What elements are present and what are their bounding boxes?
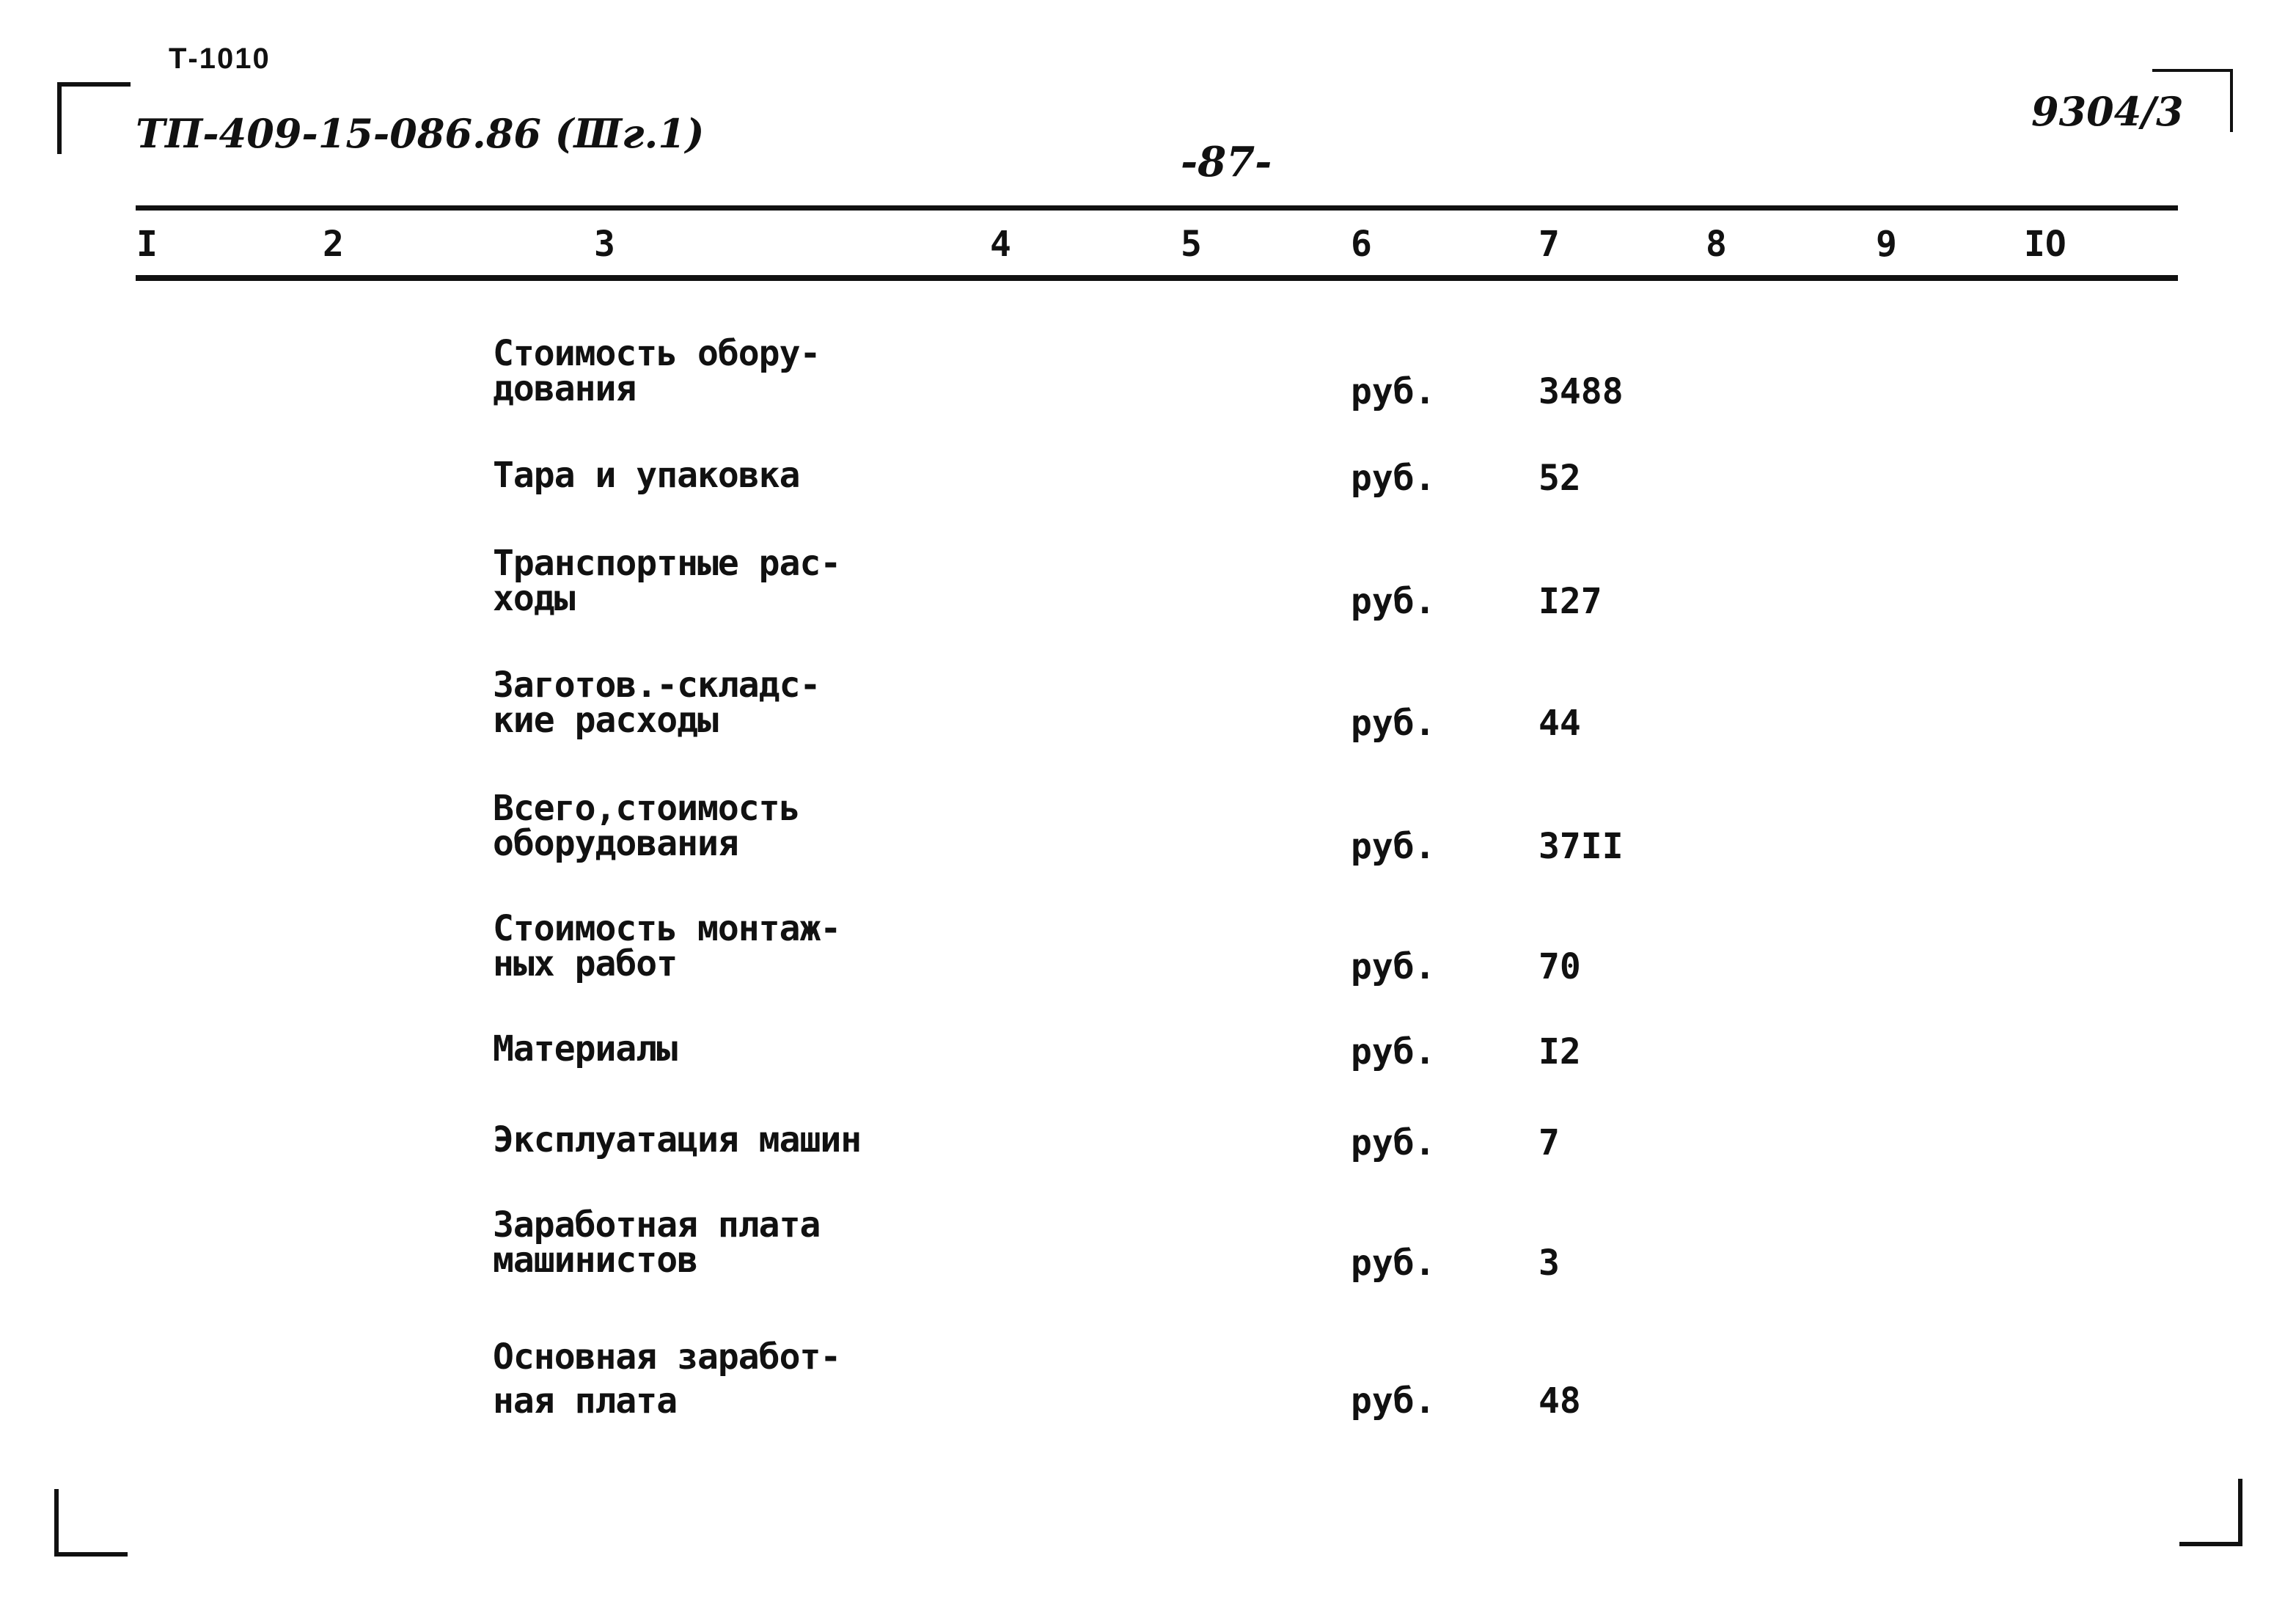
corner-mark-bottom-left-horizontal: [54, 1552, 128, 1557]
row-value-equipment-cost: 3488: [1538, 371, 1624, 412]
document-stamp: Т-1010: [169, 43, 271, 75]
row-name-installation-cost: Стоимость монтаж- ных работ: [493, 908, 841, 984]
corner-mark-bottom-left-vertical: [54, 1489, 59, 1557]
inventory-number: 9304/3: [2031, 88, 2184, 135]
row-value-installation-cost: 70: [1538, 946, 1581, 987]
column-header-1: I: [136, 224, 158, 265]
column-header-10: IO: [2024, 224, 2066, 265]
column-header-5: 5: [1181, 224, 1202, 265]
header-rule-bottom: [136, 275, 2178, 281]
row-value-transport: I27: [1538, 581, 1602, 622]
corner-mark-bottom-right-vertical: [2238, 1479, 2242, 1546]
column-header-9: 9: [1876, 224, 1897, 265]
row-unit-packaging: руб.: [1351, 458, 1436, 499]
corner-mark-bottom-right-horizontal: [2179, 1542, 2242, 1546]
row-unit-procurement-storage: руб.: [1351, 703, 1436, 744]
row-name-packaging: Тара и упаковка: [493, 455, 800, 496]
row-name-procurement-storage: Заготов.-складс- кие расходы: [493, 665, 821, 741]
row-value-total-equipment: 37II: [1538, 826, 1624, 867]
row-unit-operator-wages: руб.: [1351, 1243, 1436, 1284]
column-header-3: 3: [594, 224, 615, 265]
row-name-base-wages: Основная заработ- ная плата: [493, 1336, 841, 1422]
row-name-machine-operation: Эксплуатация машин: [493, 1119, 862, 1160]
row-value-packaging: 52: [1538, 458, 1581, 499]
row-value-base-wages: 48: [1538, 1380, 1581, 1422]
row-value-procurement-storage: 44: [1538, 703, 1581, 744]
corner-mark-top-right-horizontal: [2152, 69, 2233, 72]
corner-mark-top-left-horizontal: [57, 82, 131, 87]
row-name-total-equipment: Всего,стоимость оборудования: [493, 788, 800, 864]
column-header-7: 7: [1538, 224, 1560, 265]
corner-mark-top-right-vertical: [2230, 69, 2233, 132]
document-code: ТП-409-15-086.86 (Ⅲг.1): [136, 110, 705, 157]
row-value-materials: I2: [1538, 1031, 1581, 1072]
row-unit-transport: руб.: [1351, 581, 1436, 622]
column-header-4: 4: [990, 224, 1011, 265]
column-header-6: 6: [1351, 224, 1372, 265]
row-unit-machine-operation: руб.: [1351, 1122, 1436, 1163]
row-unit-materials: руб.: [1351, 1031, 1436, 1072]
row-name-transport: Транспортные рас- ходы: [493, 543, 841, 619]
column-header-8: 8: [1706, 224, 1727, 265]
row-unit-installation-cost: руб.: [1351, 946, 1436, 987]
row-value-operator-wages: 3: [1538, 1243, 1560, 1284]
row-unit-equipment-cost: руб.: [1351, 371, 1436, 412]
corner-mark-top-left-vertical: [57, 82, 62, 154]
row-name-operator-wages: Заработная плата машинистов: [493, 1204, 821, 1281]
row-unit-base-wages: руб.: [1351, 1380, 1436, 1422]
page-number: -87-: [1181, 138, 1272, 186]
row-name-equipment-cost: Стоимость обору- дования: [493, 333, 821, 409]
column-header-2: 2: [323, 224, 344, 265]
row-unit-total-equipment: руб.: [1351, 826, 1436, 867]
row-name-materials: Материалы: [493, 1028, 678, 1069]
header-rule-top: [136, 205, 2178, 211]
row-value-machine-operation: 7: [1538, 1122, 1560, 1163]
